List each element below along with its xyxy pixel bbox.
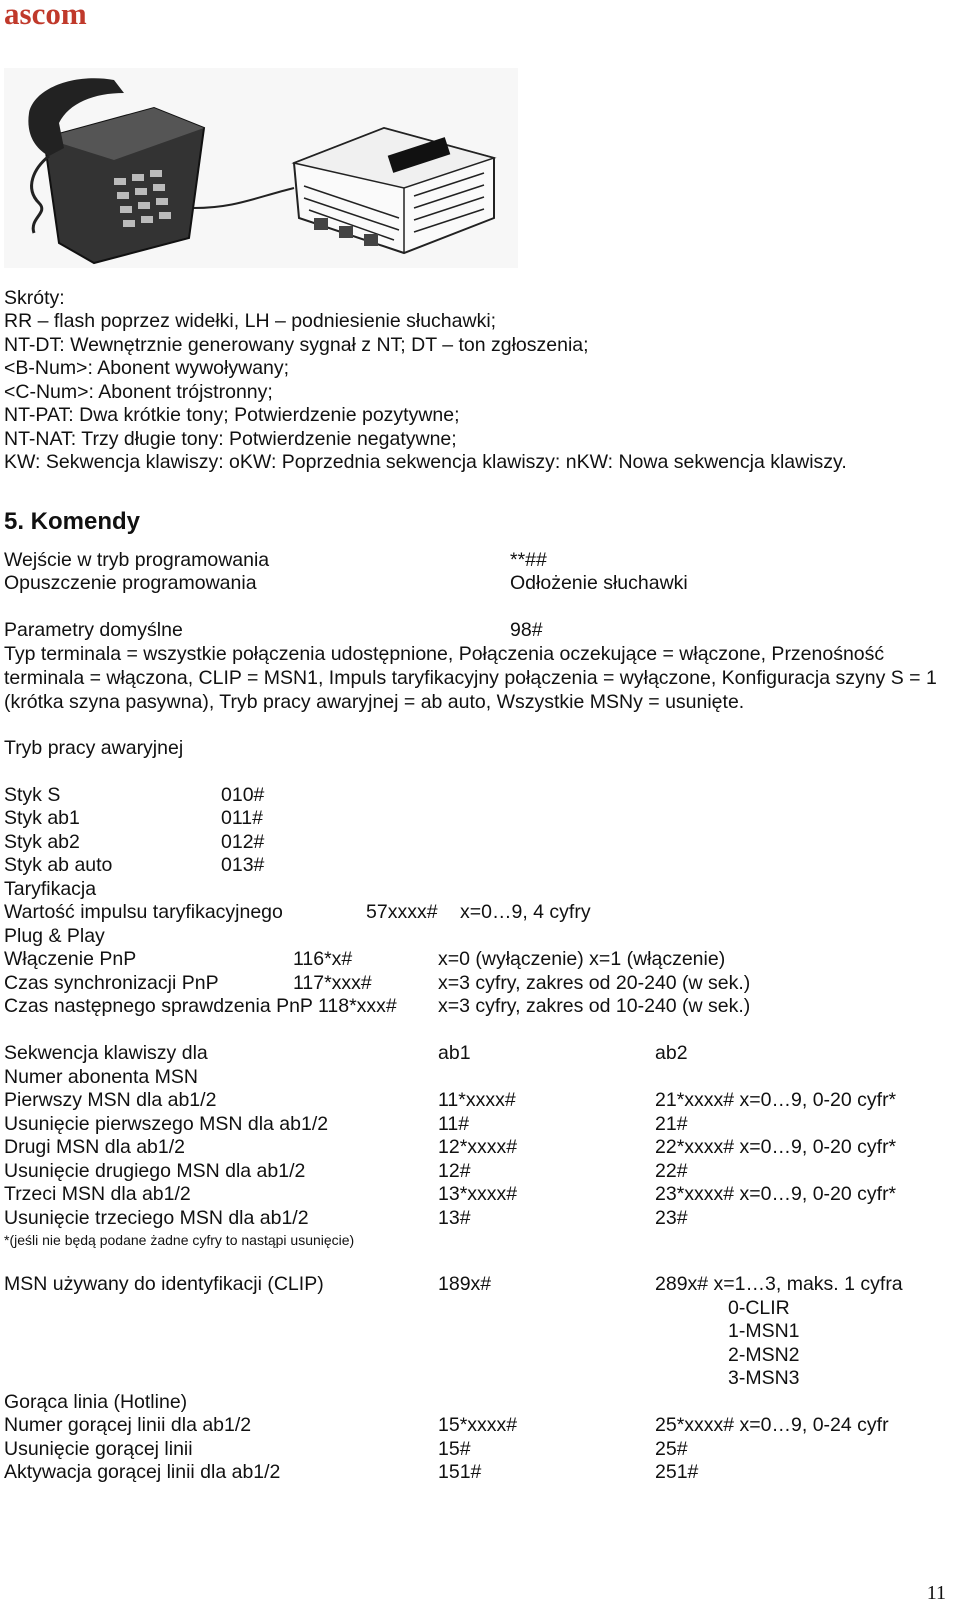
msn-header-label: Sekwencja klawiszy dla xyxy=(4,1042,208,1064)
hotline-row-ab1: 15# xyxy=(438,1438,471,1460)
hotline-row-ab2: 25*xxxx# x=0…9, 0-24 cyfr xyxy=(655,1414,889,1436)
hotline-row-ab2: 251# xyxy=(655,1461,699,1483)
clip-label: MSN używany do identyfikacji (CLIP) xyxy=(4,1273,324,1295)
pnp-row-label: Włączenie PnP xyxy=(4,948,137,970)
defaults-code: 98# xyxy=(510,619,543,641)
abbrev-line: <C-Num>: Abonent trójstronny; xyxy=(4,381,273,403)
emergency-row-label: Styk ab2 xyxy=(4,831,80,853)
msn-row-label: Usunięcie pierwszego MSN dla ab1/2 xyxy=(4,1113,329,1135)
pnp-row-note: x=3 cyfry, zakres od 10-240 (w sek.) xyxy=(438,995,751,1017)
clip-option: 2-MSN2 xyxy=(728,1344,800,1366)
charging-code: 57xxxx# xyxy=(366,901,438,923)
emergency-row-code: 013# xyxy=(221,854,265,876)
hotline-row-label: Usunięcie gorącej linii xyxy=(4,1438,193,1460)
hotline-row-label: Aktywacja gorącej linii dla ab1/2 xyxy=(4,1461,281,1483)
msn-row-ab2: 23*xxxx# x=0…9, 0-20 cyfr* xyxy=(655,1183,897,1205)
pnp-row-code: 116*x# xyxy=(293,948,353,970)
hotline-row-label: Numer gorącej linii dla ab1/2 xyxy=(4,1414,252,1436)
brand-logo: ascom xyxy=(4,0,87,31)
hotline-row-ab2: 25# xyxy=(655,1438,688,1460)
prog-enter-label: Wejście w tryb programowania xyxy=(4,549,270,571)
msn-row-ab1: 13*xxxx# xyxy=(438,1183,518,1205)
hotline-row-ab1: 151# xyxy=(438,1461,482,1483)
msn-footnote: *(jeśli nie będą podane żadne cyfry to nastąpi usunięcie) xyxy=(4,1232,355,1248)
msn-row-label: Usunięcie trzeciego MSN dla ab1/2 xyxy=(4,1207,309,1229)
clip-option: 3-MSN3 xyxy=(728,1367,800,1389)
msn-row-label: Drugi MSN dla ab1/2 xyxy=(4,1136,186,1158)
msn-row-label: Usunięcie drugiego MSN dla ab1/2 xyxy=(4,1160,306,1182)
msn-row-ab2: 21# xyxy=(655,1113,688,1135)
abbrev-line: NT-PAT: Dwa krótkie tony; Potwierdzenie pozytywne; xyxy=(4,404,460,426)
msn-row-ab2: 22# xyxy=(655,1160,688,1182)
msn-row-label: Trzeci MSN dla ab1/2 xyxy=(4,1183,191,1205)
msn-row-ab1: 12*xxxx# xyxy=(438,1136,518,1158)
defaults-label: Parametry domyślne xyxy=(4,619,183,641)
clip-ab2: 289x# x=1…3, maks. 1 cyfra xyxy=(655,1273,903,1295)
msn-row-ab1: 11*xxxx# xyxy=(438,1089,516,1111)
msn-row-ab2: 22*xxxx# x=0…9, 0-20 cyfr* xyxy=(655,1136,897,1158)
emergency-row-label: Styk S xyxy=(4,784,61,806)
page-number: 11 xyxy=(926,1582,946,1604)
msn-row-ab2: 23# xyxy=(655,1207,688,1229)
defaults-description: Typ terminala = wszystkie połączenia udostępnione, Połączenia oczekujące = włączone, Przenośność terminala = włączona, CLIP = MSN1, Impuls taryfikacyjny połączenia = wyłączone, Konfiguracja szyny S = 1 (krótka szyna pasywna), Tryb pracy awaryjnej = ab auto, Wszystkie MSNy = usunięte. xyxy=(4,643,937,713)
abbrev-line: RR – flash poprzez widełki, LH – podniesienie słuchawki; xyxy=(4,310,497,332)
msn-row-ab1: 11# xyxy=(438,1113,470,1135)
clip-option: 0-CLIR xyxy=(728,1297,790,1319)
emergency-row-code: 012# xyxy=(221,831,265,853)
msn-header-ab2: ab2 xyxy=(655,1042,688,1064)
emergency-title: Tryb pracy awaryjnej xyxy=(4,737,184,759)
prog-enter-code: **## xyxy=(510,549,547,571)
msn-row-label: Pierwszy MSN dla ab1/2 xyxy=(4,1089,217,1111)
msn-row-ab1: 12# xyxy=(438,1160,471,1182)
emergency-row-code: 011# xyxy=(221,807,263,829)
emergency-row-code: 010# xyxy=(221,784,265,806)
prog-exit-code: Odłożenie słuchawki xyxy=(510,572,688,594)
charging-note: x=0…9, 4 cyfry xyxy=(460,901,591,923)
clip-ab1: 189x# xyxy=(438,1273,492,1295)
abbrev-line: <B-Num>: Abonent wywoływany; xyxy=(4,357,290,379)
emergency-row-label: Styk ab auto xyxy=(4,854,113,876)
pnp-title: Plug & Play xyxy=(4,925,105,947)
pnp-row-label: Czas następnego sprawdzenia PnP 118*xxx# xyxy=(4,995,397,1017)
hotline-title: Gorąca linia (Hotline) xyxy=(4,1391,188,1413)
prog-exit-label: Opuszczenie programowania xyxy=(4,572,257,594)
msn-row-ab1: 13# xyxy=(438,1207,471,1229)
abbrev-title: Skróty: xyxy=(4,287,65,309)
charging-title: Taryfikacja xyxy=(4,878,97,900)
pnp-row-note: x=3 cyfry, zakres od 20-240 (w sek.) xyxy=(438,972,751,994)
section-heading: 5. Komendy xyxy=(4,508,141,535)
pnp-row-label: Czas synchronizacji PnP xyxy=(4,972,219,994)
emergency-row-label: Styk ab1 xyxy=(4,807,80,829)
phone-and-nt-illustration xyxy=(4,68,518,268)
pnp-row-note: x=0 (wyłączenie) x=1 (włączenie) xyxy=(438,948,726,970)
pnp-row-code: 117*xxx# xyxy=(293,972,372,994)
abbrev-line: NT-NAT: Trzy długie tony: Potwierdzenie negatywne; xyxy=(4,428,457,450)
hotline-row-ab1: 15*xxxx# xyxy=(438,1414,518,1436)
msn-header-ab1: ab1 xyxy=(438,1042,471,1064)
abbrev-line: KW: Sekwencja klawiszy: oKW: Poprzednia sekwencja klawiszy: nKW: Nowa sekwencja klawiszy. xyxy=(4,451,847,473)
telephone-nt-drawing xyxy=(4,68,518,268)
clip-option: 1-MSN1 xyxy=(728,1320,800,1342)
msn-row-ab2: 21*xxxx# x=0…9, 0-20 cyfr* xyxy=(655,1089,897,1111)
abbrev-line: NT-DT: Wewnętrznie generowany sygnał z NT; DT – ton zgłoszenia; xyxy=(4,334,589,356)
msn-subtitle: Numer abonenta MSN xyxy=(4,1066,199,1088)
charging-label: Wartość impulsu taryfikacyjnego xyxy=(4,901,283,923)
